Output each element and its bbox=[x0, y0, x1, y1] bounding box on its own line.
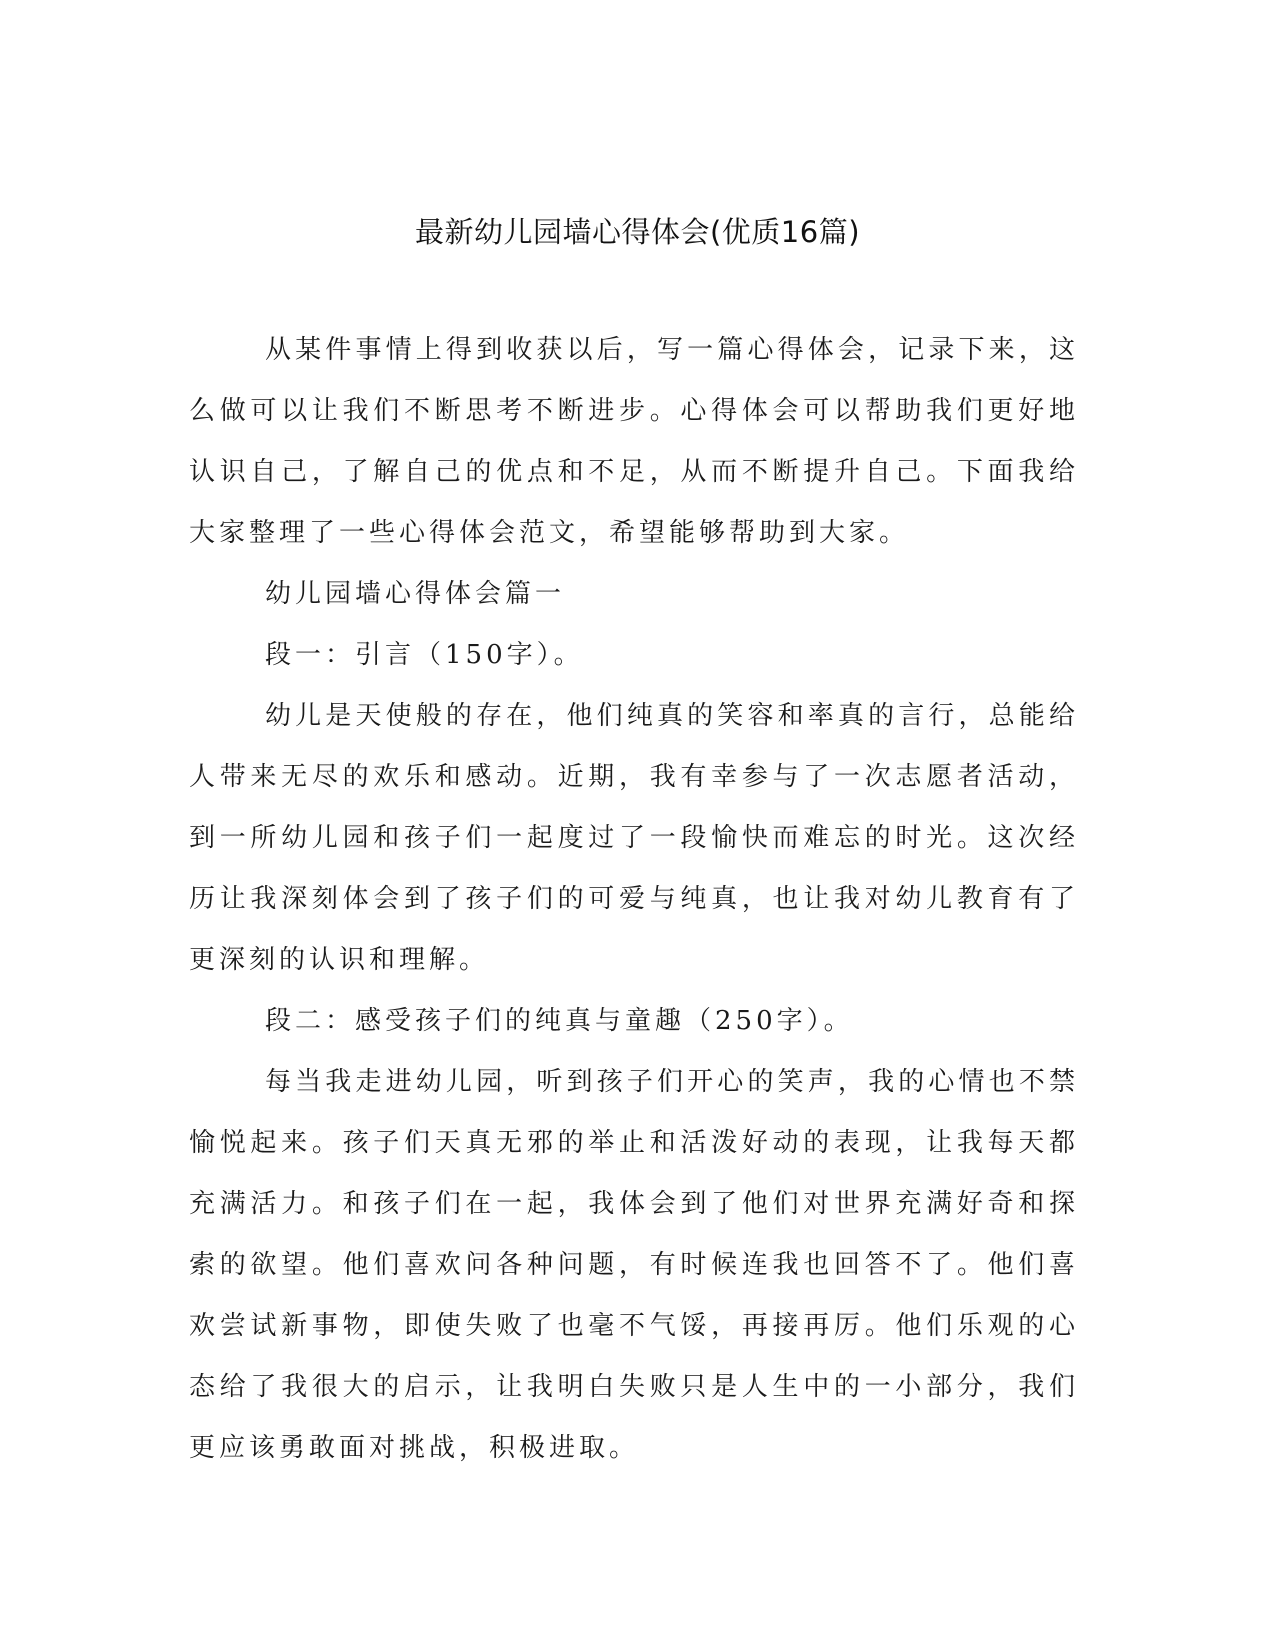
intro-paragraph: 从某件事情上得到收获以后，写一篇心得体会，记录下来，这么做可以让我们不断思考不断进步。心得体会可以帮助我们更好地认识自己，了解自己的优点和不足，从而不断提升自己。下面我给大家整理了一些心得体会范文，希望能够帮助到大家。 bbox=[189, 335, 1079, 548]
document-title: 最新幼儿园墙心得体会(优质16篇) bbox=[414, 215, 861, 249]
body-paragraph: 每当我走进幼儿园，听到孩子们开心的笑声，我的心情也不禁愉悦起来。孩子们天真无邪的举止和活泼好动的表现，让我每天都充满活力。和孩子们在一起，我体会到了他们对世界充满好奇和探索的欲望。他们喜欢问各种问题，有时候连我也回答不了。他们喜欢尝试新事物，即使失败了也毫不气馁，再接再厉。他们乐观的心态给了我很大的启示，让我明白失败只是人生中的一小部分，我们更应该勇敢面对挑战，积极进取。 bbox=[189, 1067, 1079, 1463]
document-body bbox=[189, 320, 1079, 1479]
subsection-heading: 段二：感受孩子们的纯真与童趣（250字）。 bbox=[265, 1006, 854, 1036]
subsection-heading: 段一：引言（150字）。 bbox=[265, 640, 584, 670]
body-paragraph: 幼儿是天使般的存在，他们纯真的笑容和率真的言行，总能给人带来无尽的欢乐和感动。近期，我有幸参与了一次志愿者活动，到一所幼儿园和孩子们一起度过了一段愉快而难忘的时光。这次经历让我深刻体会到了孩子们的可爱与纯真，也让我对幼儿教育有了更深刻的认识和理解。 bbox=[189, 701, 1079, 975]
section-heading: 幼儿园墙心得体会篇一 bbox=[265, 579, 566, 609]
